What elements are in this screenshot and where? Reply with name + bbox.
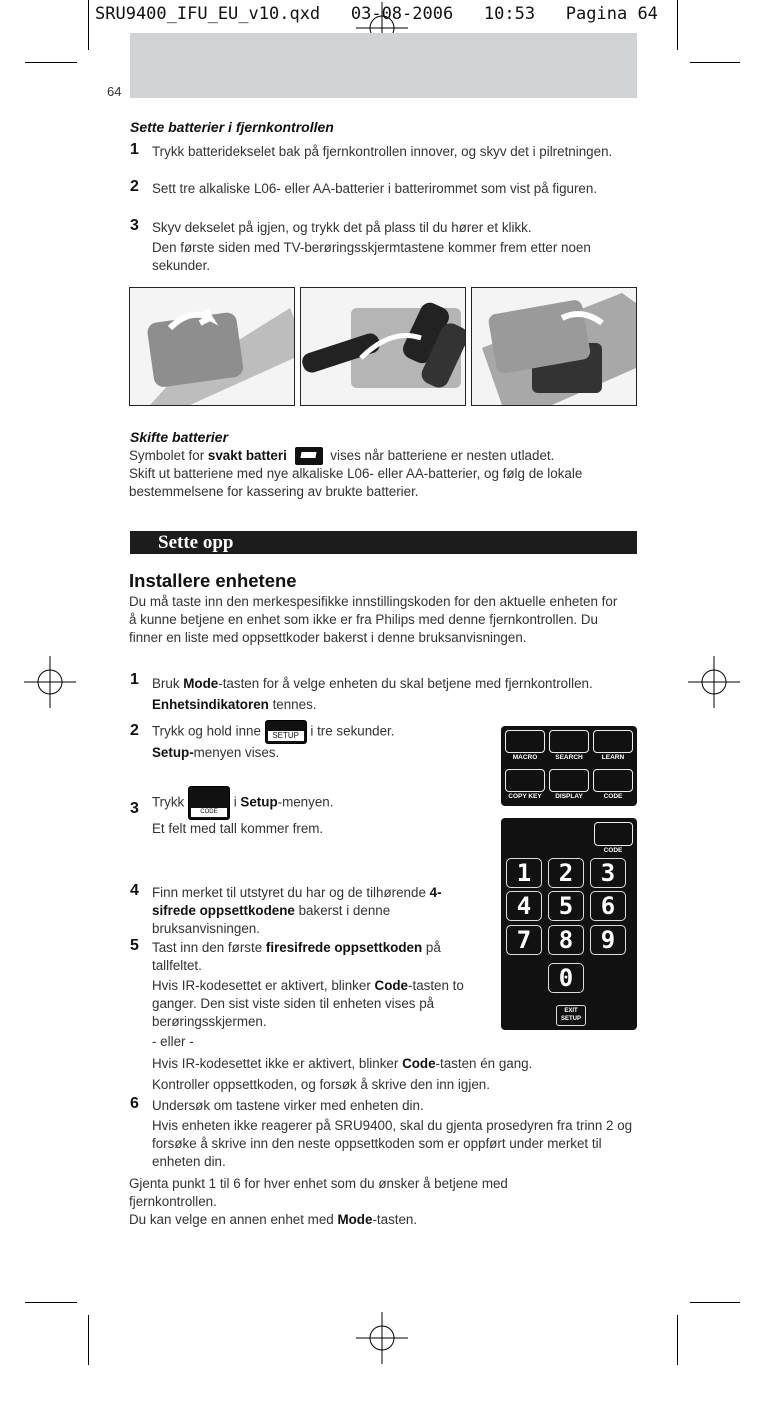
s4-c: bakerst i denne bruksanvisningen. <box>152 903 391 936</box>
install-step-2 <box>152 720 492 762</box>
digit-4: 4 <box>506 891 542 921</box>
exit-setup-label: SETUP <box>560 1016 581 1022</box>
s1-indicator: Enhetsindikatoren <box>152 697 269 712</box>
install-step-6 <box>152 1097 637 1171</box>
s6-b: Hvis enheten ikke reagerer på SRU9400, skal du gjenta prosedyren fra trinn 2 og forsøke å skrive inn den neste oppsettkoden som er oppført under merket til enheten din. <box>152 1118 633 1169</box>
replace-line-1 <box>129 447 639 465</box>
registration-mark-left <box>24 656 76 708</box>
s5-c: på tallfeltet. <box>152 940 441 973</box>
digit-1: 1 <box>506 858 542 888</box>
s6-a: Undersøk om tastene virker med enheten din. <box>152 1098 424 1113</box>
outro-1: Gjenta punkt 1 til 6 for hver enhet som du ønsker å betjene med fjernkontrollen. <box>129 1176 508 1209</box>
copy-key-label: COPY KEY <box>508 793 542 800</box>
battery-step-1: Trykk batteridekselet bak på fjernkontrollen innover, og skyv det i pilretningen. <box>152 144 613 159</box>
install-step-1 <box>152 673 637 715</box>
s3-c: i <box>233 794 237 810</box>
digit-9: 9 <box>590 925 626 955</box>
s5-j: Kontroller oppsettkoden, og forsøk å skrive den inn igjen. <box>152 1077 490 1092</box>
replace-line-1c: vises når batteriene er nesten utladet. <box>330 448 555 463</box>
learn-label: LEARN <box>601 754 625 761</box>
install-step-4 <box>152 884 472 938</box>
display-label: DISPLAY <box>555 793 583 800</box>
digit-7: 7 <box>506 925 542 955</box>
s2-c: i tre sekunder. <box>310 723 395 739</box>
crop-mark <box>690 1302 740 1303</box>
battery-step-3 <box>152 219 637 275</box>
setup-panel <box>501 726 637 806</box>
battery-illustration-2 <box>300 287 466 406</box>
install-outro <box>129 1175 599 1229</box>
replace-line-2: Skift ut batteriene med nye alkaliske L06- eller AA-batterier, og følg de lokale bestemmelsene for kassering av brukte batterier. <box>129 466 583 500</box>
replace-text <box>129 447 639 501</box>
s1-c: -tasten for å velge enheten du skal betjene med fjernkontrollen. <box>218 676 593 691</box>
macro-label: MACRO <box>512 754 538 761</box>
printer-slug: SRU9400_IFU_EU_v10.qxd 03-08-2006 10:53 Pagina 64 <box>95 4 658 24</box>
install-step-5-cont <box>152 1053 637 1095</box>
crop-mark <box>25 62 77 63</box>
s3-f: Et felt med tall kommer frem. <box>152 821 324 836</box>
crop-mark <box>677 1315 678 1365</box>
s5-f: -tasten to ganger. Den sist viste siden til enheten vises på berøringsskjermen. <box>152 978 464 1029</box>
batteries-heading: Sette batterier i fjernkontrollen <box>130 119 334 135</box>
step-number: 3 <box>130 800 139 817</box>
header-band <box>130 33 637 98</box>
s5-g: Hvis IR-kodesettet ikke er aktivert, blinker <box>152 1056 399 1071</box>
s5-code-key: Code <box>374 978 409 993</box>
crop-mark <box>88 0 89 50</box>
digit-2: 2 <box>548 858 584 888</box>
outro-2c: -tasten. <box>372 1212 418 1227</box>
s5-i: -tasten én gang. <box>435 1056 533 1071</box>
install-intro: Du må taste inn den merkespesifikke innstillingskoden for den aktuelle enheten for å kunne betjene en enhet som ikke er fra Philips med denne fjernkontrollen. Du finner en liste med oppsettkoder bakerst i denne bruksanvisningen. <box>129 594 618 645</box>
code-label: CODE <box>603 847 623 854</box>
step-number: 6 <box>130 1095 139 1112</box>
section-title: Sette opp <box>158 532 234 553</box>
low-battery-icon <box>295 447 323 465</box>
search-label: SEARCH <box>555 754 583 761</box>
install-step-5 <box>152 939 482 1051</box>
install-step-3 <box>152 786 492 838</box>
s2-e: menyen vises. <box>193 745 280 760</box>
digit-8: 8 <box>548 925 584 955</box>
macro-button <box>505 730 545 753</box>
registration-mark-bottom <box>356 1312 408 1364</box>
outro-2a: Du kan velge en annen enhet med <box>129 1212 334 1227</box>
code-label: CODE <box>603 793 623 800</box>
step-number: 1 <box>130 671 139 688</box>
battery-illustration-3 <box>471 287 637 406</box>
digit-3: 3 <box>590 858 626 888</box>
s4-codes: 4-sifrede oppsettkodene <box>152 885 442 918</box>
s3-setup: Setup <box>240 794 278 810</box>
s4-a: Finn merket til utstyret du har og de tilhørende <box>152 885 426 900</box>
crop-mark <box>25 1302 77 1303</box>
setup-key-label: SETUP <box>268 731 304 741</box>
learn-button <box>593 730 633 753</box>
s5-active <box>152 977 482 1031</box>
s5-d: Hvis IR-kodesettet er aktivert, blinker <box>152 978 371 993</box>
setup-key-icon <box>265 720 307 744</box>
code-button <box>594 822 633 846</box>
replace-line-1a: Symbolet for <box>129 448 205 463</box>
s1-e: tennes. <box>272 697 317 712</box>
s3-a: Trykk <box>152 794 185 810</box>
exit-setup-button <box>556 1005 586 1026</box>
step-number: 2 <box>130 178 139 195</box>
s5-or: - eller - <box>152 1034 194 1049</box>
s2-a: Trykk og hold inne <box>152 723 261 739</box>
s3-e: -menyen. <box>277 794 334 810</box>
battery-step-3-extra: Den første siden med TV-berøringsskjermtastene kommer frem etter noen sekunder. <box>152 240 591 273</box>
s2-setup: Setup- <box>152 745 194 760</box>
code-key-icon <box>188 786 230 820</box>
s1-mode: Mode <box>183 676 219 691</box>
outro-2 <box>129 1211 599 1229</box>
s5-code: firesifrede oppsettkoden <box>265 940 423 955</box>
display-button <box>549 769 589 792</box>
s5-a: Tast inn den første <box>152 940 263 955</box>
digit-6: 6 <box>590 891 626 921</box>
page-number: 64 <box>107 84 122 99</box>
battery-step-2: Sett tre alkaliske L06- eller AA-batterier i batterirommet som vist på figuren. <box>152 181 598 196</box>
low-battery-label: svakt batteri <box>207 448 287 463</box>
step-number: 2 <box>130 722 139 739</box>
step-number: 3 <box>130 217 139 234</box>
step-number: 1 <box>130 141 139 158</box>
keypad-panel <box>501 818 637 1030</box>
step-number: 4 <box>130 882 139 899</box>
battery-step-3-text: Skyv dekselet på igjen, og trykk det på plass til du hører et klikk. <box>152 220 532 235</box>
s1-a: Bruk <box>152 676 180 691</box>
outro-mode: Mode <box>337 1212 373 1227</box>
battery-illustration-1 <box>129 287 295 406</box>
step-number: 5 <box>130 937 139 954</box>
search-button <box>549 730 589 753</box>
copy-key-button <box>505 769 545 792</box>
code-key-label: CODE <box>191 808 227 817</box>
install-heading: Installere enhetene <box>129 570 297 591</box>
code-button <box>593 769 633 792</box>
digit-0: 0 <box>548 963 584 993</box>
crop-mark <box>677 0 678 50</box>
s5-code-key-2: Code <box>402 1056 436 1071</box>
crop-mark <box>690 62 740 63</box>
crop-mark <box>88 1315 89 1365</box>
digit-5: 5 <box>548 891 584 921</box>
replace-heading: Skifte batterier <box>130 429 229 445</box>
registration-mark-right <box>688 656 740 708</box>
exit-label: EXIT <box>564 1008 578 1014</box>
